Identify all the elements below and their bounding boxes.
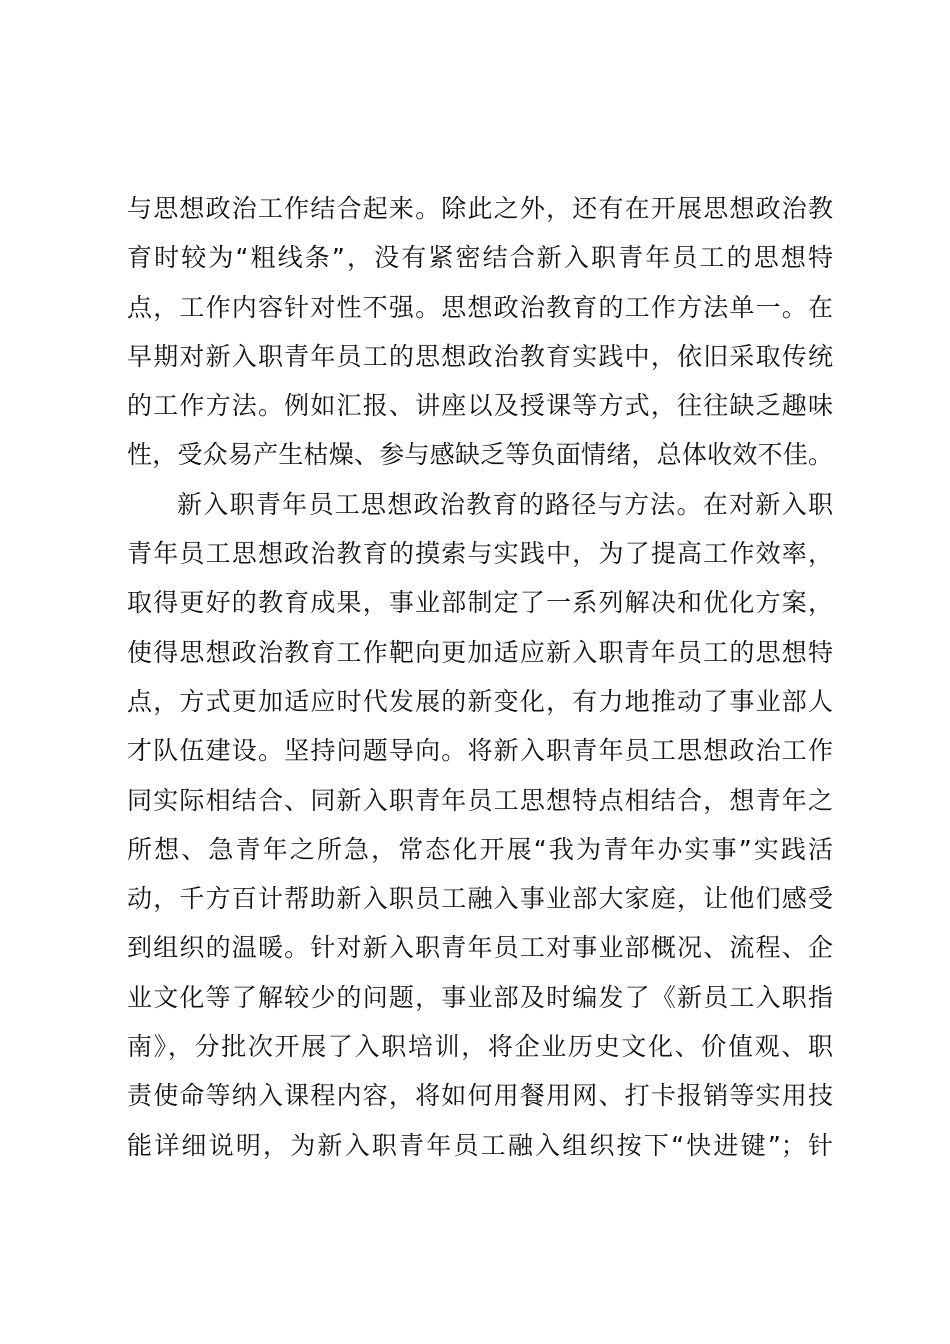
text-line-indented: 新入职青年员工思想政治教育的路径与方法。在对新入职 [177,489,833,519]
text-line: 点，方式更加适应时代发展的新变化，有力地推动了事业部人 [127,686,833,716]
text-line: 责使命等纳入课程内容，将如何用餐用网、打卡报销等实用技 [127,1081,833,1111]
text-line: 育时较为“粗线条”，没有紧密结合新入职青年员工的思想特 [127,243,833,273]
text-line: 南》，分批次开展了入职培训，将企业历史文化、价值观、职 [127,1032,833,1062]
text-line: 取得更好的教育成果，事业部制定了一系列解决和优化方案， [127,588,833,618]
text-line: 的工作方法。例如汇报、讲座以及授课等方式，往往缺乏趣味 [127,391,833,421]
text-line: 点，工作内容针对性不强。思想政治教育的工作方法单一。在 [127,292,833,322]
text-line: 与思想政治工作结合起来。除此之外，还有在开展思想政治教 [127,194,833,223]
text-line: 才队伍建设。坚持问题导向。将新入职青年员工思想政治工作 [127,736,833,766]
paragraph-1 [127,184,833,480]
paragraph-2 [127,480,833,1170]
text-line: 性，受众易产生枯燥、参与感缺乏等负面情绪，总体收效不佳。 [127,440,833,470]
text-line: 所想、急青年之所急，常态化开展“我为青年办实事”实践活 [127,834,833,864]
body-text [127,184,833,1170]
text-line: 到组织的温暖。针对新入职青年员工对事业部概况、流程、企 [127,933,833,963]
text-line: 动，千方百计帮助新入职员工融入事业部大家庭，让他们感受 [127,884,833,914]
text-line: 使得思想政治教育工作靶向更加适应新入职青年员工的思想特 [127,637,833,667]
text-line: 青年员工思想政治教育的摸索与实践中，为了提高工作效率， [127,539,833,569]
text-line: 业文化等了解较少的问题，事业部及时编发了《新员工入职指 [127,982,833,1012]
text-line: 早期对新入职青年员工的思想政治教育实践中，依旧采取传统 [127,341,833,371]
text-line: 能详细说明，为新入职青年员工融入组织按下“快进键”；针 [127,1130,833,1160]
text-line: 同实际相结合、同新入职青年员工思想特点相结合，想青年之 [127,785,833,815]
